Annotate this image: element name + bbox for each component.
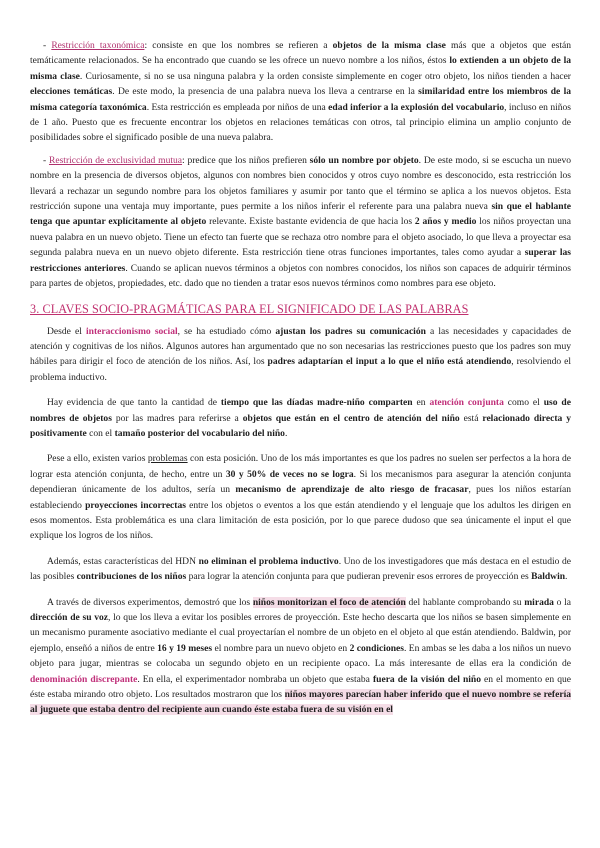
emphasis: 30 y 50% de veces no se logra — [225, 468, 354, 480]
term-discrepant-naming: denominación discrepante — [30, 673, 138, 685]
highlighted-emphasis: niños monitorizan el foco de atención — [252, 596, 406, 608]
emphasis: tiempo que las díadas madre-niño comparten — [220, 397, 413, 409]
emphasis: 2 condiciones — [349, 642, 404, 654]
emphasis: sólo un nombre por objeto — [309, 154, 419, 166]
term-mutual-exclusivity: Restricción de exclusividad mutua — [48, 154, 183, 166]
section-heading: 3. CLAVES SOCIO-PRAGMÁTICAS PARA EL SIGNIFICADO DE LAS PALABRAS — [30, 301, 469, 316]
emphasis: padres adaptarían el input a lo que el niño está atendiendo — [267, 356, 512, 368]
term-social-interactionism: interaccionismo social — [86, 325, 178, 337]
emphasis: uso de nombres de objetos — [30, 397, 571, 424]
emphasis: ajustan los padres su comunicación — [275, 325, 426, 337]
emphasis: proyecciones incorrectas — [85, 499, 186, 511]
emphasis: mirada — [524, 596, 554, 608]
emphasis: superar las restricciones anteriores — [30, 247, 571, 274]
paragraph-baldwin-experiments: A través de diversos experimentos, demostró que los niños monitorizan el foco de atención del hablante comprobando su mirada o la dirección de su voz, lo que los lleva a evitar los posibles errores de proyección. Este hecho descarta que los niños se basen simplemente en un mecanismo puramente asociativo mediante el cual proyectarían el nombre de un objeto en el objeto al que están atendiendo. Baldwin, por ejemplo, enseñó a niños de entre 16 y 19 meses el nombre para un nuevo objeto en 2 condiciones. En ambas se les daba a los niños un nuevo objeto para jugar, mientras se colocaba un segundo objeto en un recipiente opaco. La más interesante de ellas era la condición de denominación discrepante. En ella, el experimentador nombraba un objeto que estaba fuera de la visión del niño en el momento en que éste estaba mirando otro objeto. Los resultados mostraron que los niños mayores parecían haber inferido que el nuevo nombre se refería al juguete que estaba dentro del recipiente aun cuando éste estaba fuera de su visión en el — [30, 596, 572, 716]
emphasis: fuera de la visión del niño — [372, 673, 482, 685]
emphasis: mecanismo de aprendizaje de alto riesgo de fracasar — [235, 484, 469, 496]
emphasis: 16 y 19 meses — [157, 642, 213, 654]
emphasis: 2 años y medio — [414, 216, 477, 228]
emphasis: lo extienden a un objeto de la misma clase — [30, 55, 571, 82]
paragraph-problems: Pese a ello, existen varios problemas con esta posición. Uno de los más importantes es que los padres no suelen ser perfectos a la hora de lograr esta atención conjunta, de hecho, entre un 30 y 50% de veces no se logra. Si los mecanismos para asegurar la atención conjunta dependieran únicamente de los adultos, sería un mecanismo de aprendizaje de alto riesgo de fracasar, pues los niños estarían estableciendo proyecciones incorrectas entre los objetos o eventos a los que están atendiendo y el lenguaje que los adultos les dirigen en esos momentos. Esta problemática es una clara limitación de esta posición, por lo que parece dudoso que sea únicamente el input el que explique los logros de los niños. — [30, 453, 572, 542]
emphasis: tamaño posterior del vocabulario del niño — [114, 427, 285, 439]
emphasis: no eliminan el problema inductivo — [198, 555, 339, 567]
emphasis: sin que el hablante tenga que apuntar explícitamente al objeto — [30, 201, 571, 228]
term-joint-attention: atención conjunta — [429, 397, 504, 409]
paragraph-mutual-exclusivity: - Restricción de exclusividad mutua: predice que los niños prefieren sólo un nombre por objeto. De este modo, si se escucha un nuevo nombre en la presencia de diversos objetos, algunos con nombres bien conocidos y otros cuyo nombre es desconocido, esta restricción los llevará a rechazar un segundo nombre para los objetos familiares y asumir por tanto que el término se aplica a los nuevos objetos. Esta restricción supone una ventaja muy importante, pues permite a los niños inferir el referente para una palabra nueva sin que el hablante tenga que apuntar explícitamente al objeto relevante. Existe bastante evidencia de que hacia los 2 años y medio los niños proyectan una nueva palabra en un nuevo objeto. Tiene un efecto tan fuerte que se rechaza otro nombre para el objeto asociado, lo que lleva a proyectar esa segunda palabra nueva en un nuevo objeto diferente. Esta restricción tiene otras funciones importantes, tales como ayudar a superar las restricciones anteriores. Cuando se aplican nuevos términos a objetos con nombres conocidos, los niños son capaces de adquirir términos para partes de objetos, propiedades, etc. dado que no tienden a tratar esos nuevos términos como nombres para ese objeto. — [30, 154, 571, 290]
paragraph-joint-attention-evidence: Hay evidencia de que tanto la cantidad de tiempo que las díadas madre-niño comparten en atención conjunta como el uso de nombres de objetos por las madres para referirse a objetos que están en el centro de atención del niño está relacionado directa y positivamente con el tamaño posterior del vocabulario del niño. — [30, 397, 571, 439]
highlighted-emphasis: niños mayores parecían haber inferido que el nuevo nombre se refería al juguete que estaba dentro del recipiente aun cuando éste estaba fuera de su visión en el — [30, 689, 572, 716]
emphasis: objetos de la misma clase — [332, 40, 446, 51]
emphasis: Baldwin — [531, 571, 566, 583]
paragraph-taxonomic-restriction: - Restricción taxonómica: consiste en que los nombres se refieren a objetos de la misma clase más que a objetos que están temáticamente relacionados. Se ha encontrado que cuando se les ofrece un nuevo nombre a los niños, éstos lo extienden a un objeto de la misma clase. Curiosamente, si no se usa ninguna palabra y la orden consiste simplemente en coger otro objeto, los niños tienden a hacer elecciones temáticas. De este modo, la presencia de una palabra nueva los lleva a centrarse en la similaridad entre los miembros de la misma categoría taxonómica. Esta restricción es empleada por niños de una edad inferior a la explosión del vocabulario, incluso en niños de 1 año. Puesto que es frecuente encontrar los objetos en relaciones temáticas con otros, tal principio elimina un amplio conjunto de posibilidades sobre el significado posible de una nueva palabra. — [30, 40, 572, 144]
list-dash: - — [43, 154, 49, 166]
emphasis: relacionado directa y positivamente — [30, 412, 571, 439]
paragraph-hdn: Además, estas características del HDN no eliminan el problema inductivo. Uno de los investigadores que más destaca en el estudio de las posibles contribuciones de los niños para lograr la atención conjunta para que pudieran prevenir esos errores de proyección es Baldwin. — [30, 555, 571, 583]
list-dash: - — [43, 40, 52, 51]
term-taxonomic-restriction: Restricción taxonómica — [51, 40, 145, 51]
emphasis: objetos que están en el centro de atención del niño — [242, 412, 460, 424]
paragraph-social-interactionism: Desde el interaccionismo social, se ha estudiado cómo ajustan los padres su comunicación a las necesidades y capacidades de atención y cognitivas de los niños. Algunos autores han argumentado que no son necesarias las restricciones puesto que los padres son muy hábiles para dirigir el foco de atención de los niños. Así, los padres adaptarían el input a lo que el niño está atendiendo, resolviendo el problema inductivo. — [30, 325, 572, 383]
emphasis: contribuciones de los niños — [76, 571, 187, 583]
emphasis: edad inferior a la explosión del vocabulario — [328, 101, 505, 113]
emphasis: similaridad entre los miembros de la misma categoría taxonómica — [30, 86, 571, 113]
emphasis: elecciones temáticas — [30, 86, 113, 98]
underlined-word: problemas — [147, 453, 188, 465]
emphasis: dirección de su voz — [30, 612, 109, 623]
